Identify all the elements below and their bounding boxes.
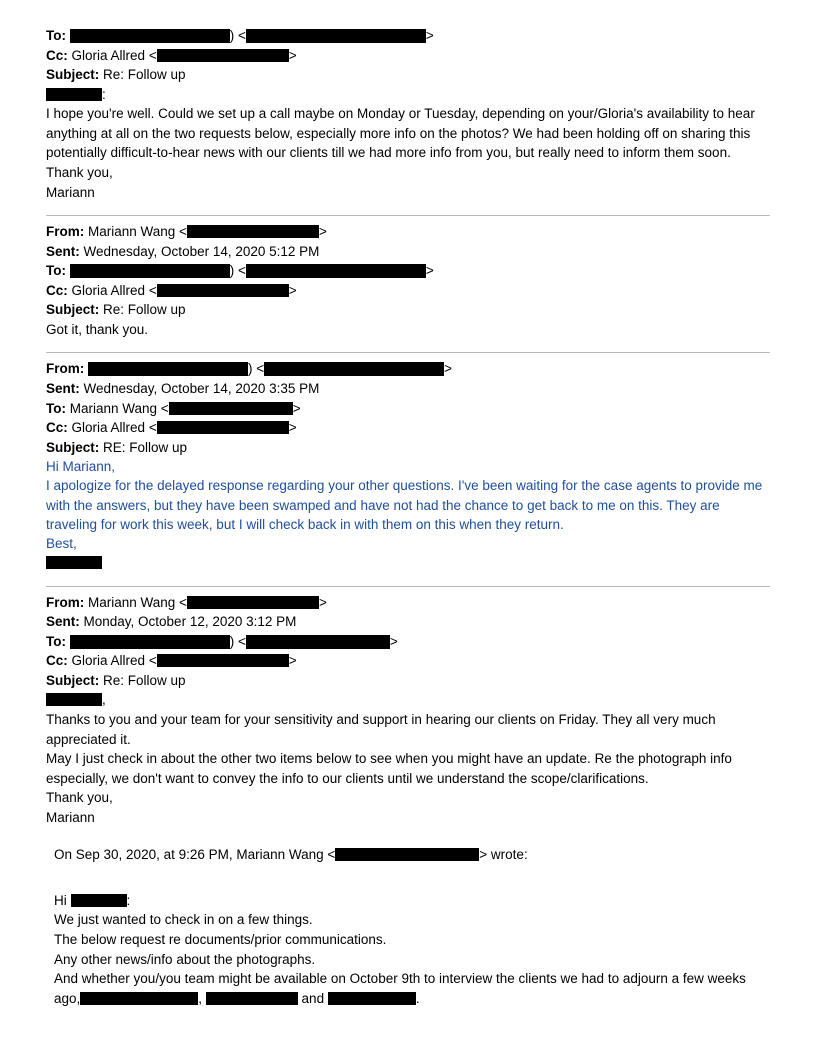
header-text: >: [288, 282, 297, 298]
header-label-cc: Cc:: [46, 47, 68, 63]
header-text: >: [318, 224, 327, 240]
quoted-text: ,: [198, 990, 206, 1006]
redaction-block: [246, 264, 426, 278]
body-paragraph: I hope you're well. Could we set up a call maybe on Monday or Tuesday, depending on your/Gloria's availability to hear anything at all on the two requests below, especially more info on the photos? We had been holding off on sharing this potentially difficult-to-hear news with our clients till we had more info from you, but really need to inform them soon.: [46, 106, 755, 161]
header-text: Gloria Allred <: [71, 282, 157, 298]
redaction-block: [157, 284, 289, 297]
message-divider: [46, 215, 770, 216]
header-text: >: [425, 28, 434, 43]
quoted-salutation-punct: :: [126, 892, 131, 908]
redaction-block: [88, 362, 248, 376]
redaction-block: [328, 992, 416, 1005]
quote-intro: [46, 845, 770, 865]
header-text: ) <: [229, 263, 246, 279]
salutation-punct: :: [102, 86, 106, 102]
header-text: ) <: [229, 28, 246, 43]
quote-intro-text: On Sep 30, 2020, at 9:26 PM, Mariann Wang <: [54, 847, 336, 863]
header-label-cc: Cc:: [46, 420, 68, 436]
quoted-body-line: Any other news/info about the photographs.: [54, 951, 316, 967]
salutation: [46, 85, 770, 105]
email-message-4: [46, 593, 770, 1009]
header-to: [46, 261, 770, 281]
header-sent: [46, 242, 770, 262]
redaction-block: [46, 88, 102, 101]
salutation: Hi Mariann,: [46, 459, 116, 475]
sent-value: Wednesday, October 14, 2020 5:12 PM: [83, 243, 320, 259]
redaction-block: [335, 848, 479, 861]
redaction-block: [264, 362, 444, 376]
email-message-1: [46, 26, 770, 202]
redaction-block: [157, 654, 289, 667]
header-text: >: [444, 361, 453, 377]
header-text: >: [389, 633, 398, 649]
header-to: [46, 399, 770, 419]
message-divider: [46, 586, 770, 587]
subject-value: Re: Follow up: [103, 67, 186, 83]
subject-value: Re: Follow up: [103, 302, 186, 318]
header-text: >: [288, 653, 297, 669]
signature-name: Mariann: [46, 809, 95, 825]
quoted-body-line-redacted: [46, 969, 770, 1008]
redaction-block: [187, 596, 319, 609]
quoted-text: And whether you/you team might be available on October 9th to interview the clients we had to adjourn a few weeks ago,: [54, 971, 746, 1006]
header-label-subject: Subject:: [46, 67, 100, 83]
header-text: >: [288, 420, 297, 436]
header-label-cc: Cc:: [46, 653, 68, 669]
header-cc: [46, 281, 770, 301]
redaction-block: [46, 693, 102, 706]
header-cc: [46, 651, 770, 671]
closing-line: Thank you,: [46, 790, 113, 806]
email-message-3: [46, 359, 770, 572]
header-label-from: From:: [46, 361, 85, 377]
quoted-salutation: [46, 891, 770, 911]
header-text: Gloria Allred <: [71, 47, 157, 63]
redaction-block: [206, 992, 298, 1005]
header-sent: [46, 379, 770, 399]
redaction-block: [246, 29, 426, 43]
header-from: [46, 359, 770, 379]
header-subject: [46, 671, 770, 691]
sent-value: Monday, October 12, 2020 3:12 PM: [83, 614, 297, 630]
header-subject: [46, 438, 770, 458]
header-cc: [46, 46, 770, 66]
header-text: ) <: [248, 361, 265, 377]
redaction-block: [70, 29, 230, 43]
header-label-cc: Cc:: [46, 282, 68, 298]
quoted-body-line: We just wanted to check in on a few things.: [54, 912, 313, 928]
subject-value: Re: Follow up: [103, 672, 186, 688]
redaction-block: [187, 225, 319, 238]
redaction-block: [70, 635, 230, 649]
redaction-block: [70, 264, 230, 278]
header-label-subject: Subject:: [46, 439, 100, 455]
header-text: Mariann Wang <: [69, 400, 169, 416]
signature-name: Mariann: [46, 184, 95, 200]
message-divider: [46, 352, 770, 353]
header-from: [46, 593, 770, 613]
header-text: >: [288, 47, 297, 63]
signature-redaction-line: [46, 553, 770, 573]
salutation: [46, 690, 770, 710]
header-label-sent: Sent:: [46, 243, 80, 259]
header-text: >: [292, 400, 301, 416]
header-text: >: [425, 263, 434, 279]
header-from: [46, 222, 770, 242]
salutation-punct: ,: [102, 692, 106, 708]
email-message-2: [46, 222, 770, 339]
quoted-text: .: [415, 990, 420, 1006]
header-text: Gloria Allred <: [71, 420, 157, 436]
header-label-subject: Subject:: [46, 672, 100, 688]
header-label-to: To:: [46, 633, 66, 649]
redaction-block: [169, 402, 293, 415]
body-paragraph: Thanks to you and your team for your sensitivity and support in hearing our clients on Friday. They all very much appreciated it.: [46, 711, 716, 747]
header-text: Gloria Allred <: [71, 653, 157, 669]
header-label-to: To:: [46, 400, 66, 416]
header-text: Mariann Wang <: [88, 224, 187, 240]
subject-value: RE: Follow up: [103, 439, 188, 455]
header-text: ) <: [229, 633, 246, 649]
header-label-to: To:: [46, 263, 66, 279]
quoted-salutation-text: Hi: [54, 892, 71, 908]
header-subject: [46, 300, 770, 320]
header-label-sent: Sent:: [46, 381, 80, 396]
redaction-block: [157, 421, 289, 434]
redaction-block: [157, 49, 289, 62]
redaction-block: [246, 635, 390, 649]
body-paragraph: I apologize for the delayed response regarding your other questions. I've been waiting for the case agents to provide me with the answers, but they have been swamped and have not had the chance to get back to me on this. They are traveling for work this week, but I will check back in with them on this when they return.: [46, 478, 763, 532]
header-text: >: [318, 594, 327, 610]
header-to: [46, 26, 770, 46]
quoted-body-line: The below request re documents/prior communications.: [54, 932, 387, 948]
body-paragraph: May I just check in about the other two items below to see when you might have an update. Re the photograph info especially, we don't want to convey the info to our clients until we understand the scope/clarifications.: [46, 751, 732, 786]
closing-line: Thank you,: [46, 164, 113, 180]
header-cc: [46, 418, 770, 438]
quoted-text: and: [297, 990, 328, 1006]
header-subject: [46, 65, 770, 85]
header-text: Mariann Wang <: [88, 594, 187, 610]
sent-value: Wednesday, October 14, 2020 3:35 PM: [83, 381, 320, 396]
header-label-from: From:: [46, 224, 85, 240]
redaction-block: [71, 894, 127, 907]
header-label-to: To:: [46, 28, 66, 43]
header-to: [46, 632, 770, 652]
redaction-block: [80, 992, 198, 1005]
header-label-from: From:: [46, 594, 85, 610]
closing-line: Best,: [46, 535, 77, 551]
header-label-subject: Subject:: [46, 302, 100, 318]
redaction-block: [46, 556, 102, 569]
quote-intro-suffix: > wrote:: [479, 847, 528, 863]
header-sent: [46, 612, 770, 632]
header-label-sent: Sent:: [46, 614, 80, 630]
body-paragraph: Got it, thank you.: [46, 321, 149, 337]
